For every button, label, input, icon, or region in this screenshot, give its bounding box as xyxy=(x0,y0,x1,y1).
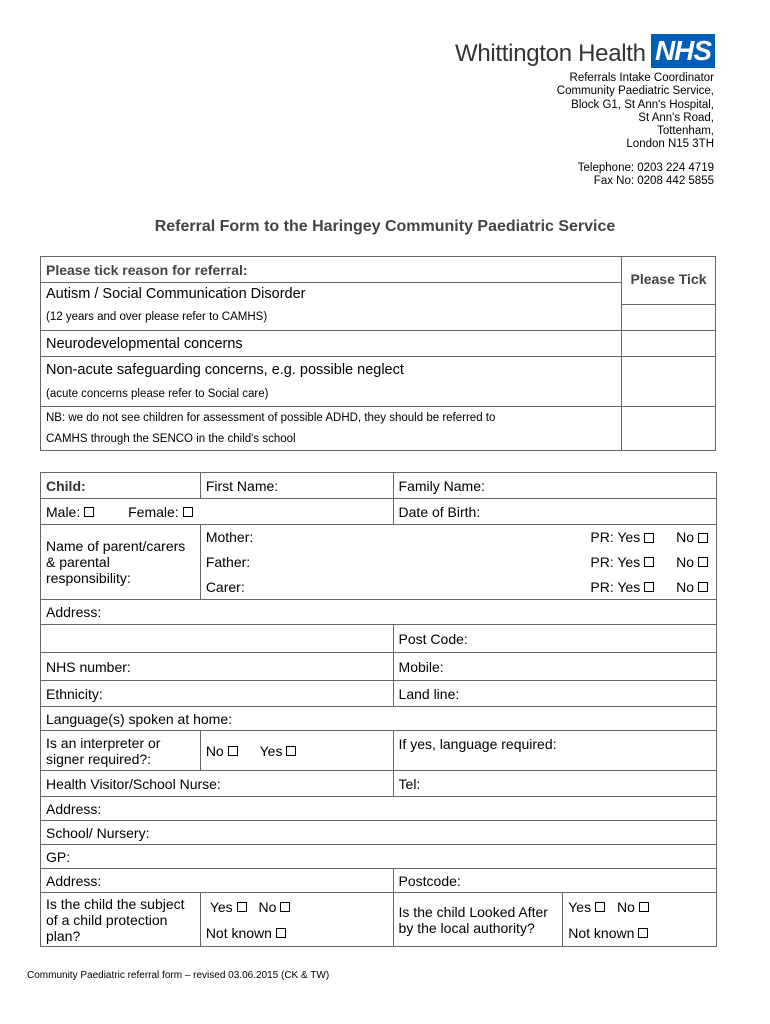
looked-after-no-label: No xyxy=(616,898,635,915)
address-line: Block G1, St Ann's Hospital, xyxy=(571,98,714,111)
interpreter-yes-checkbox[interactable] xyxy=(286,746,296,756)
footer-revision: Community Paediatric referral form – revised 03.06.2015 (CK & TW) xyxy=(27,970,330,981)
telephone: Telephone: 0203 224 4719 xyxy=(577,162,714,174)
ethnicity-field[interactable]: Ethnicity: xyxy=(41,681,394,707)
looked-after-not-known-checkbox[interactable] xyxy=(638,928,648,938)
carer-pr xyxy=(563,575,717,600)
mother-pr xyxy=(563,525,717,550)
cpp-not-known-label: Not known xyxy=(205,924,272,941)
tick-neurodevelopmental[interactable] xyxy=(622,331,716,357)
health-visitor-address-field[interactable]: Address: xyxy=(41,797,717,821)
reason-safeguarding: Non-acute safeguarding concerns, e.g. possible neglect xyxy=(41,357,622,383)
mobile-field[interactable]: Mobile: xyxy=(393,653,716,681)
reason-safeguarding-note: (acute concerns please refer to Social care) xyxy=(41,383,622,407)
first-name-field[interactable]: First Name: xyxy=(200,473,393,499)
interpreter-yes-label: Yes xyxy=(259,742,283,759)
interpreter-question: Is an interpreter or signer required?: xyxy=(41,731,201,771)
referral-reason-table xyxy=(40,256,716,451)
tick-adhd-note xyxy=(622,407,716,451)
pr-yes-label: PR: Yes xyxy=(590,578,641,595)
languages-field[interactable]: Language(s) spoken at home: xyxy=(41,707,717,731)
father-pr-no-checkbox[interactable] xyxy=(698,557,708,567)
tick-safeguarding[interactable] xyxy=(622,357,716,407)
family-name-field[interactable]: Family Name: xyxy=(393,473,716,499)
reason-autism: Autism / Social Communication Disorder xyxy=(41,283,622,305)
nhs-number-field[interactable]: NHS number: xyxy=(41,653,394,681)
interpreter-language-field[interactable]: If yes, language required: xyxy=(393,731,716,771)
gp-address-field[interactable]: Address: xyxy=(41,869,394,893)
reason-neurodevelopmental: Neurodevelopmental concerns xyxy=(41,331,622,357)
reason-autism-note: (12 years and over please refer to CAMHS) xyxy=(41,305,622,331)
carer-pr-yes-checkbox[interactable] xyxy=(644,582,654,592)
pr-no-label: No xyxy=(676,578,694,595)
please-tick-heading: Please Tick xyxy=(622,257,716,305)
land-line-field[interactable]: Land line: xyxy=(393,681,716,707)
nhs-logo: NHS xyxy=(651,34,715,68)
pr-no-label: No xyxy=(676,554,694,570)
school-nursery-field[interactable]: School/ Nursery: xyxy=(41,821,717,845)
address-continued[interactable] xyxy=(41,625,394,653)
cpp-yes-label: Yes xyxy=(209,898,233,915)
health-visitor-tel-field[interactable]: Tel: xyxy=(393,771,716,797)
looked-after-yes-label: Yes xyxy=(568,898,592,915)
father-pr-yes-checkbox[interactable] xyxy=(644,557,654,567)
adhd-note-line-1: NB: we do not see children for assessment of possible ADHD, they should be referred to xyxy=(41,407,622,429)
health-visitor-field[interactable]: Health Visitor/School Nurse: xyxy=(41,771,394,797)
carer-pr-no-checkbox[interactable] xyxy=(698,582,708,592)
male-checkbox[interactable] xyxy=(84,507,94,517)
cpp-options xyxy=(200,893,393,947)
cpp-yes-checkbox[interactable] xyxy=(237,902,247,912)
address-line: Referrals Intake Coordinator xyxy=(569,72,714,84)
looked-after-options xyxy=(563,893,717,947)
service-address xyxy=(557,72,714,152)
interpreter-options xyxy=(200,731,393,771)
tick-autism[interactable] xyxy=(622,305,716,331)
father-field[interactable]: Father: xyxy=(200,550,562,575)
father-pr xyxy=(563,550,717,575)
sex-row xyxy=(41,499,394,525)
reason-heading: Please tick reason for referral: xyxy=(41,257,622,283)
logo-org-name: Whittington Health xyxy=(455,40,646,67)
mother-pr-yes-checkbox[interactable] xyxy=(644,533,654,543)
female-checkbox[interactable] xyxy=(183,507,193,517)
carer-field[interactable]: Carer: xyxy=(200,575,562,600)
cpp-question: Is the child the subject of a child protection plan? xyxy=(41,893,201,947)
cpp-no-label: No xyxy=(258,898,277,915)
gp-field[interactable]: GP: xyxy=(41,845,717,869)
date-of-birth-field[interactable]: Date of Birth: xyxy=(393,499,716,525)
fax: Fax No: 0208 442 5855 xyxy=(593,175,714,188)
child-label: Child: xyxy=(41,473,201,499)
address-line: Tottenham, xyxy=(657,125,714,138)
adhd-note-line-2: CAMHS through the SENCO in the child's school xyxy=(41,429,622,451)
address-line: St Ann's Road, xyxy=(638,111,714,124)
address-field[interactable]: Address: xyxy=(41,600,717,625)
looked-after-question: Is the child Looked After by the local authority? xyxy=(393,893,563,947)
pr-yes-label: PR: Yes xyxy=(590,529,641,546)
address-line: London N15 3TH xyxy=(626,138,714,151)
mother-field[interactable]: Mother: xyxy=(200,525,562,550)
looked-after-not-known-label: Not known xyxy=(568,924,635,941)
gp-postcode-field[interactable]: Postcode: xyxy=(393,869,716,893)
child-details-table xyxy=(40,472,717,947)
looked-after-yes-checkbox[interactable] xyxy=(595,902,605,912)
pr-no-label: No xyxy=(676,529,694,546)
mother-pr-no-checkbox[interactable] xyxy=(698,533,708,543)
cpp-not-known-checkbox[interactable] xyxy=(276,928,286,938)
female-label: Female: xyxy=(128,503,179,520)
post-code-field[interactable]: Post Code: xyxy=(393,625,716,653)
interpreter-no-checkbox[interactable] xyxy=(228,746,238,756)
service-contact xyxy=(578,162,714,189)
pr-yes-label: PR: Yes xyxy=(590,554,641,570)
cpp-no-checkbox[interactable] xyxy=(280,902,290,912)
form-title: Referral Form to the Haringey Community Paediatric Service xyxy=(154,218,616,235)
looked-after-no-checkbox[interactable] xyxy=(639,902,649,912)
male-label: Male: xyxy=(46,503,81,520)
address-line: Community Paediatric Service, xyxy=(556,85,714,98)
parents-label: Name of parent/carers & parental responsibility: xyxy=(41,525,201,600)
interpreter-no-label: No xyxy=(205,742,224,759)
